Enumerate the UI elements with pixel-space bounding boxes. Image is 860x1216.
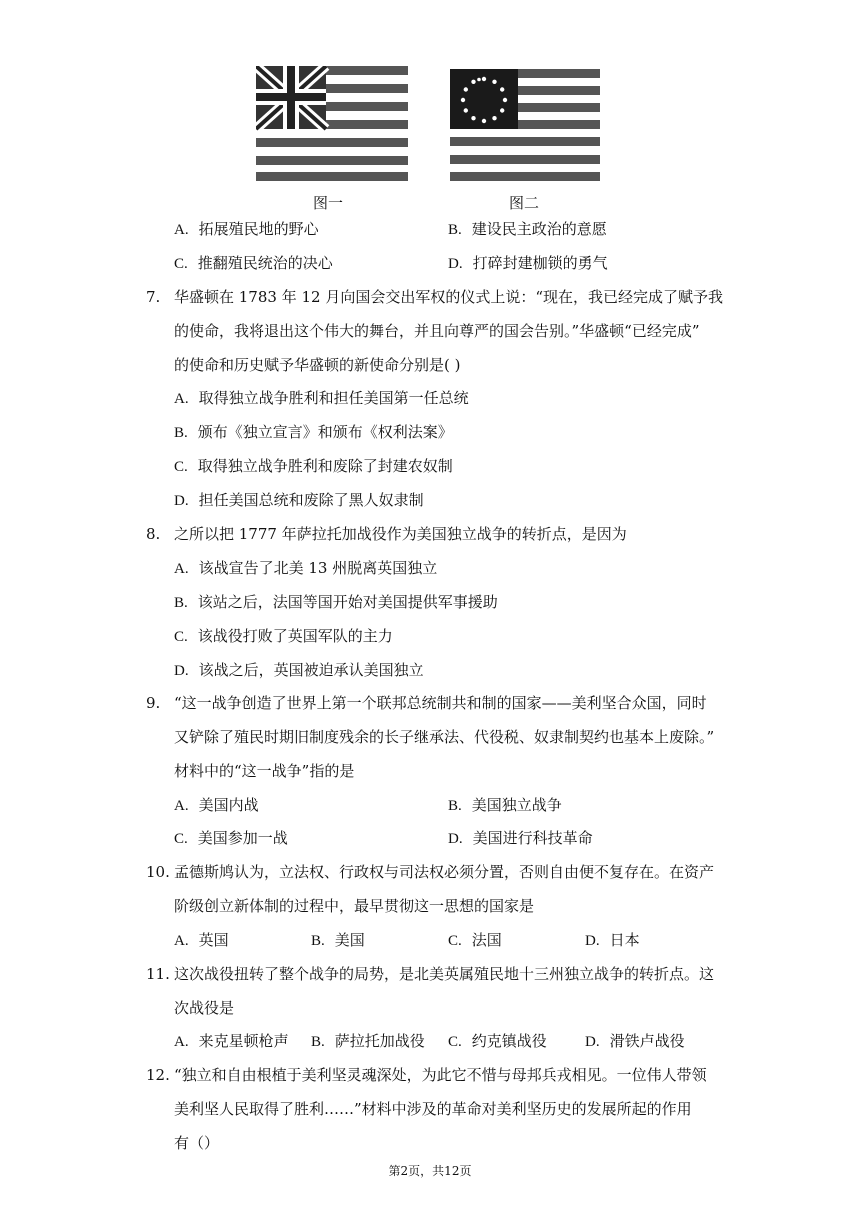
- q8-option-a[interactable]: [174, 558, 437, 579]
- q7-option-c[interactable]: [174, 456, 453, 477]
- option-label: D.: [448, 256, 463, 272]
- q8-option-b[interactable]: [174, 592, 498, 613]
- question-number: 9.: [146, 694, 161, 712]
- option-label: B.: [311, 933, 325, 949]
- option-text: 美国内战: [198, 796, 259, 814]
- q9-option-a[interactable]: [174, 795, 259, 816]
- option-label: B.: [311, 1034, 325, 1050]
- question-number: 7.: [146, 288, 161, 306]
- flags-figure: [256, 66, 606, 186]
- option-label: A.: [174, 1034, 189, 1050]
- option-label: C.: [174, 629, 188, 645]
- option-label: B.: [174, 595, 188, 611]
- option-label: A.: [174, 561, 189, 577]
- option-text: 美国独立战争: [471, 796, 562, 814]
- option-text: 日本: [609, 931, 640, 949]
- q7-option-d[interactable]: [174, 490, 424, 511]
- q8-option-c[interactable]: [174, 626, 393, 647]
- option-text: 打碎封建枷锁的勇气: [472, 254, 608, 272]
- option-text: 取得独立战争胜利和废除了封建农奴制: [197, 457, 453, 475]
- question-text: 这次战役扭转了整个战争的局势，是北美英属殖民地十三州独立战争的转折点。这: [174, 965, 715, 983]
- option-label: D.: [174, 493, 189, 509]
- q6-option-d[interactable]: [448, 253, 608, 274]
- option-label: A.: [174, 798, 189, 814]
- question-text: 华盛顿在 1783 年 12 月向国会交出军权的仪式上说：“现在，我已经完成了赋予我: [174, 288, 724, 306]
- question-text: “独立和自由根植于美利坚灵魂深处，为此它不惜与母邦兵戎相见。一位伟人带领: [174, 1066, 707, 1084]
- option-label: C.: [174, 831, 188, 847]
- option-text: 美国参加一战: [197, 829, 288, 847]
- question-number: 10.: [146, 863, 170, 881]
- q9-option-b[interactable]: [448, 795, 562, 816]
- q6-option-c[interactable]: [174, 253, 333, 274]
- option-label: B.: [448, 222, 462, 238]
- question-text: 的使命和历史赋予华盛顿的新使命分别是( ): [174, 356, 461, 374]
- option-text: 法国: [471, 931, 502, 949]
- question-text: 美利坚人民取得了胜利……”材料中涉及的革命对美利坚历史的发展所起的作用: [174, 1100, 692, 1118]
- option-text: 约克镇战役: [471, 1032, 547, 1050]
- question-text: 次战役是: [174, 999, 235, 1017]
- q10-option-c[interactable]: [448, 930, 502, 951]
- q11-option-a[interactable]: [174, 1031, 289, 1052]
- figure-caption-2: 图二: [509, 194, 540, 212]
- q9-option-c[interactable]: [174, 828, 288, 849]
- q7-option-a[interactable]: [174, 388, 469, 409]
- figure-caption-1: 图一: [313, 194, 344, 212]
- q11-option-c[interactable]: [448, 1031, 547, 1052]
- option-label: C.: [174, 256, 188, 272]
- question-text: 阶级创立新体制的过程中，最早贯彻这一思想的国家是: [174, 897, 535, 915]
- page-footer: 第2页，共12页: [388, 1164, 472, 1178]
- q8-option-d[interactable]: [174, 660, 424, 681]
- option-text: 该战之后，英国被迫承认美国独立: [198, 661, 424, 679]
- q11-option-d[interactable]: [585, 1031, 685, 1052]
- question-text: 又铲除了殖民时期旧制度残余的长子继承法、代役税、奴隶制契约也基本上废除。”: [174, 728, 715, 746]
- option-text: 担任美国总统和废除了黑人奴隶制: [198, 491, 424, 509]
- option-text: 英国: [198, 931, 229, 949]
- question-text: 材料中的“这一战争”指的是: [174, 762, 355, 780]
- option-label: D.: [585, 1034, 600, 1050]
- q10-option-d[interactable]: [585, 930, 640, 951]
- q6-option-a[interactable]: [174, 219, 319, 240]
- option-label: C.: [174, 459, 188, 475]
- q9-option-d[interactable]: [448, 828, 593, 849]
- option-text: 萨拉托加战役: [334, 1032, 425, 1050]
- question-text: 的使命，我将退出这个伟大的舞台，并且向尊严的国会告别。”华盛顿“已经完成”: [174, 322, 700, 340]
- q10-option-b[interactable]: [311, 930, 365, 951]
- option-label: B.: [174, 425, 188, 441]
- option-label: D.: [174, 663, 189, 679]
- option-label: A.: [174, 933, 189, 949]
- q11-option-b[interactable]: [311, 1031, 425, 1052]
- question-text: 有（）: [174, 1134, 220, 1152]
- question-number: 12.: [146, 1066, 170, 1084]
- q7-option-b[interactable]: [174, 422, 453, 443]
- option-text: 该站之后，法国等国开始对美国提供军事援助: [197, 593, 498, 611]
- option-text: 取得独立战争胜利和担任美国第一任总统: [198, 389, 469, 407]
- option-text: 拓展殖民地的野心: [198, 220, 319, 238]
- option-text: 颁布《独立宣言》和颁布《权利法案》: [197, 423, 453, 441]
- option-text: 建设民主政治的意愿: [471, 220, 607, 238]
- q6-option-b[interactable]: [448, 219, 607, 240]
- question-text: 孟德斯鸠认为，立法权、行政权与司法权必须分置，否则自由便不复存在。在资产: [174, 863, 715, 881]
- q10-option-a[interactable]: [174, 930, 229, 951]
- question-text: 之所以把 1777 年萨拉托加战役作为美国独立战争的转折点，是因为: [174, 525, 627, 543]
- option-text: 该战宣告了北美 13 州脱离英国独立: [198, 559, 438, 577]
- option-text: 推翻殖民统治的决心: [197, 254, 333, 272]
- option-text: 该战役打败了英国军队的主力: [197, 627, 393, 645]
- question-number: 11.: [146, 965, 170, 983]
- option-text: 来克星顿枪声: [198, 1032, 289, 1050]
- grand-union-flag: [256, 66, 408, 181]
- option-text: 美国: [334, 931, 365, 949]
- option-label: D.: [448, 831, 463, 847]
- option-text: 美国进行科技革命: [472, 829, 593, 847]
- question-number: 8.: [146, 525, 161, 543]
- option-label: C.: [448, 933, 462, 949]
- question-text: “这一战争创造了世界上第一个联邦总统制共和制的国家——美利坚合众国，同时: [174, 694, 707, 712]
- option-label: D.: [585, 933, 600, 949]
- option-label: A.: [174, 222, 189, 238]
- option-label: B.: [448, 798, 462, 814]
- option-label: A.: [174, 391, 189, 407]
- betsy-ross-flag: [450, 69, 600, 181]
- option-text: 滑铁卢战役: [609, 1032, 685, 1050]
- option-label: C.: [448, 1034, 462, 1050]
